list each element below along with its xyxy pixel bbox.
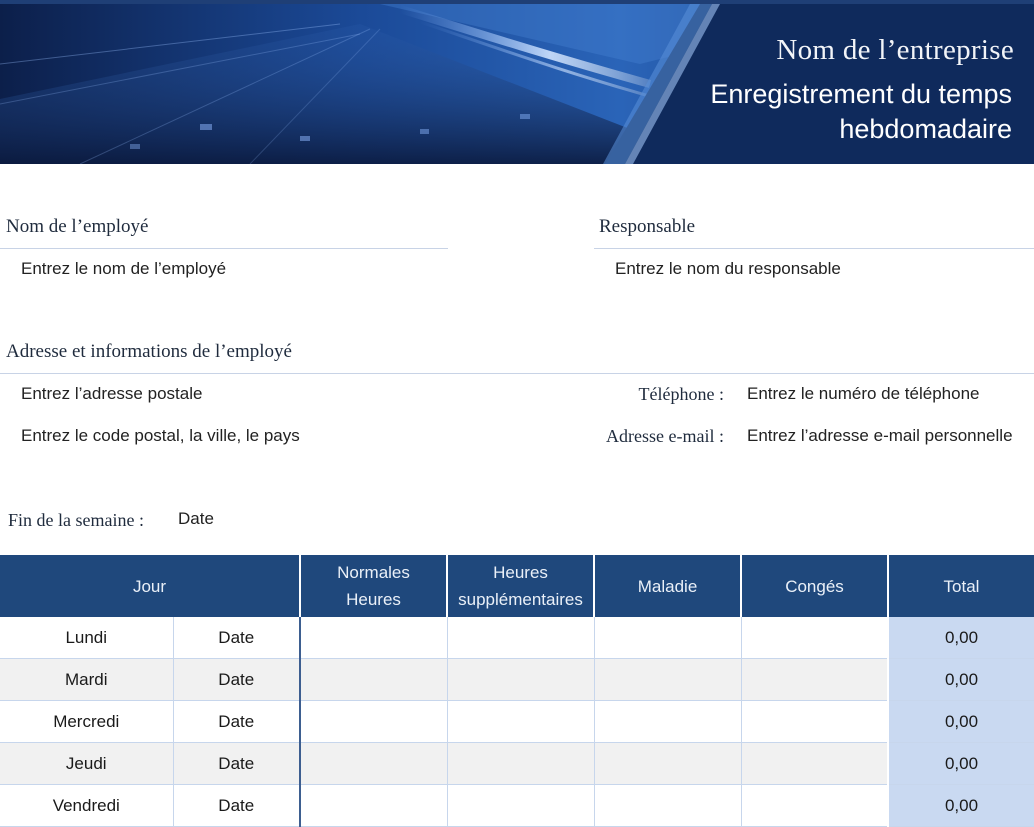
overtime-cell[interactable]	[447, 743, 594, 785]
col-header-overtime-line1: Heures	[493, 563, 548, 582]
regular-hours-cell[interactable]	[300, 743, 447, 785]
regular-hours-cell[interactable]	[300, 701, 447, 743]
email-label: Adresse e-mail :	[606, 426, 724, 446]
header-banner	[0, 4, 1034, 164]
date-cell[interactable]: Date	[173, 701, 300, 743]
col-header-total[interactable]: Total	[888, 555, 1034, 617]
city-postal-country-field[interactable]: Entrez le code postal, la ville, le pays	[21, 426, 300, 445]
total-cell[interactable]: 0,00	[888, 743, 1034, 785]
table-row	[0, 743, 1034, 785]
sick-cell[interactable]	[594, 701, 741, 743]
company-name[interactable]: Nom de l’entreprise	[776, 34, 1014, 66]
sick-cell[interactable]	[594, 659, 741, 701]
employee-divider	[0, 248, 448, 249]
vacation-cell[interactable]	[741, 785, 888, 827]
street-address-field[interactable]: Entrez l’adresse postale	[21, 384, 203, 403]
timesheet-table	[0, 555, 1034, 827]
overtime-cell[interactable]	[447, 617, 594, 659]
date-cell[interactable]: Date	[173, 617, 300, 659]
employee-name-label: Nom de l’employé	[6, 216, 149, 237]
day-cell[interactable]: Lundi	[0, 617, 173, 659]
day-cell[interactable]: Vendredi	[0, 785, 173, 827]
manager-name-field[interactable]: Entrez le nom du responsable	[615, 259, 841, 278]
total-cell[interactable]: 0,00	[888, 785, 1034, 827]
regular-hours-cell[interactable]	[300, 617, 447, 659]
address-divider	[0, 373, 1034, 374]
date-cell[interactable]: Date	[173, 743, 300, 785]
sick-cell[interactable]	[594, 743, 741, 785]
table-row	[0, 659, 1034, 701]
col-header-overtime-line2: supplémentaires	[458, 590, 583, 609]
manager-divider	[594, 248, 1034, 249]
sick-cell[interactable]	[594, 617, 741, 659]
table-header-row	[0, 555, 1034, 617]
day-cell[interactable]: Mercredi	[0, 701, 173, 743]
regular-hours-cell[interactable]	[300, 659, 447, 701]
sick-cell[interactable]	[594, 785, 741, 827]
vacation-cell[interactable]	[741, 617, 888, 659]
day-cell[interactable]: Mardi	[0, 659, 173, 701]
date-cell[interactable]: Date	[173, 785, 300, 827]
address-section-label: Adresse et informations de l’employé	[6, 341, 292, 362]
vacation-cell[interactable]	[741, 743, 888, 785]
col-header-regular-hours[interactable]	[300, 555, 447, 617]
document-title[interactable]	[592, 77, 1012, 147]
table-row	[0, 785, 1034, 827]
vacation-cell[interactable]	[741, 701, 888, 743]
table-row	[0, 617, 1034, 659]
email-field[interactable]: Entrez l’adresse e-mail personnelle	[747, 426, 1013, 445]
col-header-day[interactable]: Jour	[0, 555, 300, 617]
day-cell[interactable]: Jeudi	[0, 743, 173, 785]
total-cell[interactable]: 0,00	[888, 617, 1034, 659]
col-header-sick[interactable]: Maladie	[594, 555, 741, 617]
week-end-date-field[interactable]: Date	[178, 509, 214, 528]
employee-name-field[interactable]: Entrez le nom de l’employé	[21, 259, 227, 278]
overtime-cell[interactable]	[447, 785, 594, 827]
overtime-cell[interactable]	[447, 659, 594, 701]
total-cell[interactable]: 0,00	[888, 701, 1034, 743]
manager-label: Responsable	[599, 216, 696, 237]
total-cell[interactable]: 0,00	[888, 659, 1034, 701]
col-header-overtime[interactable]	[447, 555, 594, 617]
title-line-2: hebdomadaire	[839, 114, 1012, 144]
col-header-regular-line2: Heures	[346, 590, 401, 609]
vacation-cell[interactable]	[741, 659, 888, 701]
overtime-cell[interactable]	[447, 701, 594, 743]
col-header-vacation[interactable]: Congés	[741, 555, 888, 617]
col-header-regular-line1: Normales	[337, 563, 410, 582]
week-end-label: Fin de la semaine :	[8, 510, 144, 530]
phone-label: Téléphone :	[638, 384, 724, 404]
regular-hours-cell[interactable]	[300, 785, 447, 827]
table-row	[0, 701, 1034, 743]
title-line-1: Enregistrement du temps	[710, 79, 1012, 109]
phone-field[interactable]: Entrez le numéro de téléphone	[747, 384, 980, 403]
date-cell[interactable]: Date	[173, 659, 300, 701]
